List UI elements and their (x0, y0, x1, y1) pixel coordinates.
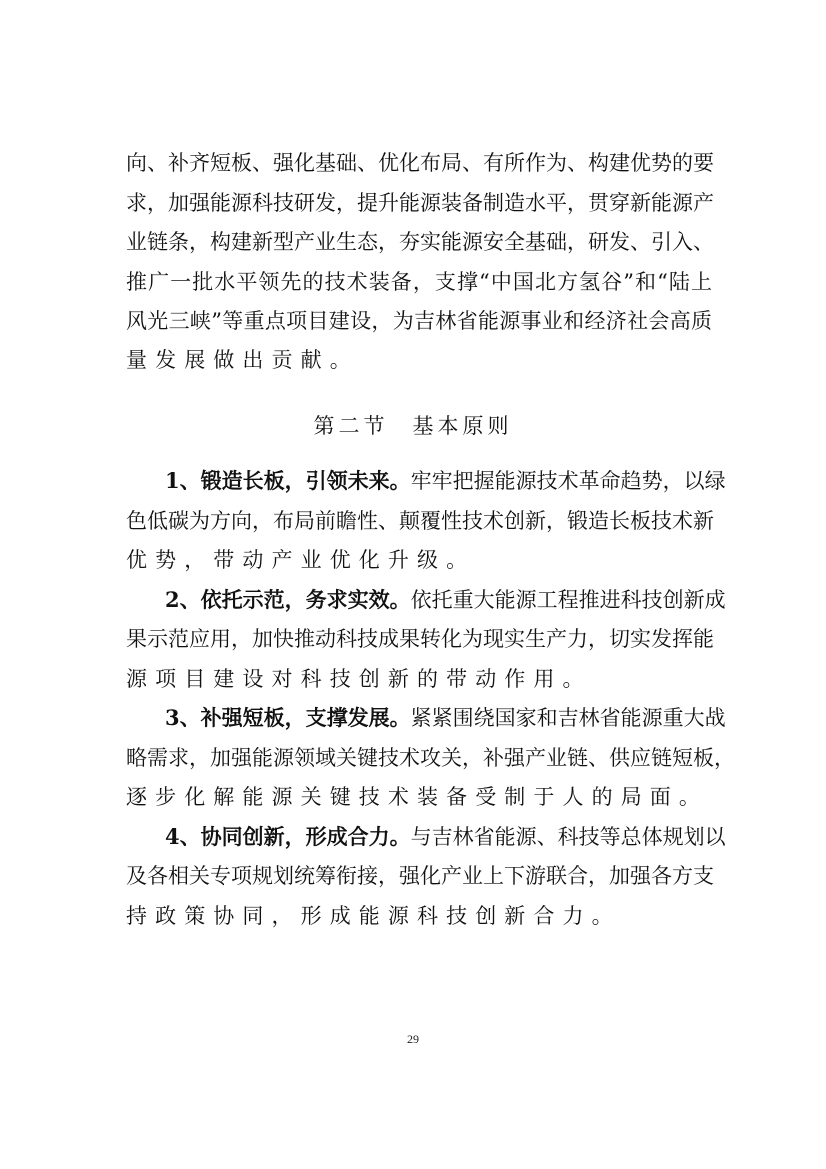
section-heading (0, 411, 826, 441)
principle-4-lead: 4、协同创新，形成合力。 (165, 824, 411, 849)
principle-2-text: 依托重大能源工程推进科技创新成 (410, 588, 726, 612)
intro-line-2: 求，加强能源科技研发，提升能源装备制造水平，贯穿新能源产 (126, 191, 714, 215)
principle-1-line-3: 优势，带动产业优化升级。 (126, 548, 476, 572)
principle-3-first-line (165, 703, 726, 733)
section-number: 第二节 (313, 414, 389, 438)
principle-4-line-2: 及各相关专项规划统筹衔接，强化产业上下游联合，加强各方支 (126, 864, 714, 888)
principle-4-first-line (165, 822, 726, 852)
principle-2-first-line (165, 585, 726, 615)
principle-2-line-2: 果示范应用，加快推动科技成果转化为现实生产力，切实发挥能 (126, 627, 714, 651)
intro-line-3: 业链条，构建新型产业生态，夯实能源安全基础，研发、引入、 (126, 230, 714, 254)
principle-3-lead: 3、补强短板，支撑发展。 (165, 705, 411, 730)
principle-3-line-3: 逐步化解能源关键技术装备受制于人的局面。 (126, 785, 708, 809)
principle-3-line-2: 略需求，加强能源领域关键技术攻关，补强产业链、供应链短板， (126, 746, 735, 770)
page-number: 29 (407, 1032, 419, 1046)
principle-1-first-line (165, 466, 726, 496)
section-title: 基本原则 (412, 414, 513, 438)
principle-1-text: 牢牢把握能源技术革命趋势，以绿 (410, 469, 726, 493)
principle-3-text: 紧紧围绕国家和吉林省能源重大战 (410, 706, 726, 730)
principle-2-line-3: 源项目建设对科技创新的带动作用。 (126, 667, 592, 691)
principle-4-text: 与吉林省能源、科技等总体规划以 (410, 825, 726, 849)
principle-2-lead: 2、依托示范，务求实效。 (165, 587, 411, 612)
intro-line-5: 风光三峡”等重点项目建设，为吉林省能源事业和经济社会高质 (126, 309, 712, 333)
principle-4-line-3: 持政策协同，形成能源科技创新合力。 (126, 904, 621, 928)
intro-line-6: 量发展做出贡献。 (126, 348, 359, 372)
intro-line-1: 向、补齐短板、强化基础、优化布局、有所作为、构建优势的要 (126, 151, 714, 175)
principle-1-line-2: 色低碳为方向，布局前瞻性、颠覆性技术创新，锻造长板技术新 (126, 509, 714, 533)
intro-line-4: 推广一批水平领先的技术装备，支撑“中国北方氢谷”和“陆上 (126, 270, 712, 294)
principle-1-lead: 1、锻造长板，引领未来。 (165, 468, 411, 493)
